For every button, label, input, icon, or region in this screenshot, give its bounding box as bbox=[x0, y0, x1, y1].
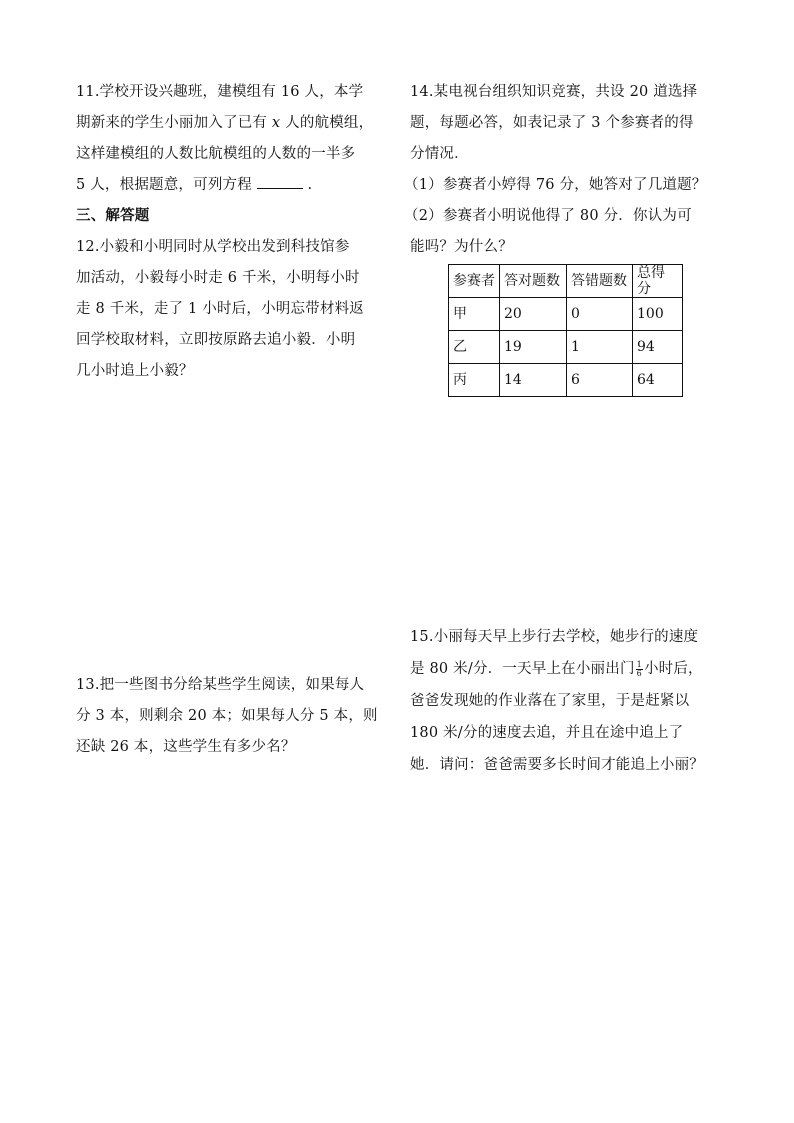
q15-line-2 bbox=[410, 653, 704, 685]
question-11 bbox=[76, 77, 373, 201]
table-cell: 94 bbox=[633, 331, 683, 364]
table-header-cell: 总得分 bbox=[633, 265, 683, 298]
q15-line-3: 爸爸发现她的作业落在了家里，于是赶紧以 bbox=[410, 693, 690, 709]
table-cell: 6 bbox=[567, 364, 633, 397]
answer-blank[interactable] bbox=[257, 174, 303, 189]
q12-line-5: 几小时追上小毅？ bbox=[76, 363, 194, 379]
table-cell: 20 bbox=[500, 298, 567, 331]
q11-line-4-b: . bbox=[302, 177, 313, 193]
table-header-row bbox=[449, 265, 683, 298]
question-12 bbox=[76, 232, 364, 387]
section-heading: 三、解答题 bbox=[76, 208, 150, 224]
q12-line-2: 加活动，小毅每小时走 6 千米，小明每小时 bbox=[76, 270, 360, 286]
table-row bbox=[449, 298, 683, 331]
table-header-cell: 参赛者 bbox=[449, 265, 500, 298]
table-cell: 1 bbox=[567, 331, 633, 364]
q14-line-6: 能吗？为什么？ bbox=[410, 239, 513, 255]
fraction-denominator: 6 bbox=[636, 668, 642, 678]
table-cell: 64 bbox=[633, 364, 683, 397]
q15-line-2-b: 小时后， bbox=[643, 661, 703, 677]
q12-line-4: 回学校取材料，立即按原路去追小毅．小明 bbox=[76, 332, 356, 348]
q14-line-3: 分情况． bbox=[410, 146, 469, 162]
question-14 bbox=[404, 77, 707, 263]
question-13 bbox=[76, 670, 378, 763]
table-row bbox=[449, 331, 683, 364]
variable-x: x bbox=[271, 115, 281, 131]
table-header-cell: 答错题数 bbox=[567, 265, 633, 298]
table-cell: 14 bbox=[500, 364, 567, 397]
question-15 bbox=[410, 621, 704, 781]
q15-line-5: 她．请问：爸爸需要多长时间才能追上小丽？ bbox=[410, 757, 704, 773]
table-cell: 乙 bbox=[449, 331, 500, 364]
q13-line-2: 分 3 本，则剩余 20 本；如果每人分 5 本，则 bbox=[76, 708, 378, 724]
table-cell: 甲 bbox=[449, 298, 500, 331]
table-row bbox=[449, 364, 683, 397]
q11-line-4-a: 5 人，根据题意，可列方程 bbox=[76, 177, 257, 193]
q15-line-1: 15.小丽每天早上步行去学校，她步行的速度 bbox=[410, 629, 699, 645]
q13-line-1: 13.把一些图书分给某些学生阅读，如果每人 bbox=[76, 677, 365, 693]
table-cell: 19 bbox=[500, 331, 567, 364]
fraction-one-sixth bbox=[636, 661, 643, 678]
q15-line-2-a: 是 80 米/分．一天早上在小丽出门 bbox=[410, 661, 635, 677]
q11-line-4 bbox=[76, 170, 373, 201]
q11-line-2-b: 人的航模组， bbox=[280, 115, 374, 131]
fraction-numerator: 1 bbox=[636, 659, 642, 669]
q11-line-2 bbox=[76, 108, 373, 139]
table-cell: 100 bbox=[633, 298, 683, 331]
q14-line-2: 题，每题必答，如表记录了 3 个参赛者的得 bbox=[410, 115, 694, 131]
q11-line-3: 这样建模组的人数比航模组的人数的一半多 bbox=[76, 146, 356, 162]
q13-line-3: 还缺 26 本，这些学生有多少名？ bbox=[76, 739, 296, 755]
q12-line-1: 12.小毅和小明同时从学校出发到科技馆参 bbox=[76, 239, 350, 255]
score-table bbox=[448, 264, 683, 397]
table-cell: 丙 bbox=[449, 364, 500, 397]
q12-line-3: 走 8 千米，走了 1 小时后，小明忘带材料返 bbox=[76, 301, 364, 317]
table-cell: 0 bbox=[567, 298, 633, 331]
q14-line-5: （2）参赛者小明说他得了 80 分．你认为可 bbox=[404, 208, 692, 224]
q14-line-1: 14.某电视台组织知识竞赛，共设 20 道选择 bbox=[410, 84, 698, 100]
q11-line-2-a: 期新来的学生小丽加入了已有 bbox=[76, 115, 272, 131]
table-header-cell: 答对题数 bbox=[500, 265, 567, 298]
q14-line-4: （1）参赛者小婷得 76 分，她答对了几道题？ bbox=[404, 177, 707, 193]
q11-line-1: 11.学校开设兴趣班，建模组有 16 人，本学 bbox=[76, 84, 364, 100]
q15-line-4: 180 米/分的速度去追，并且在途中追上了 bbox=[410, 725, 684, 741]
